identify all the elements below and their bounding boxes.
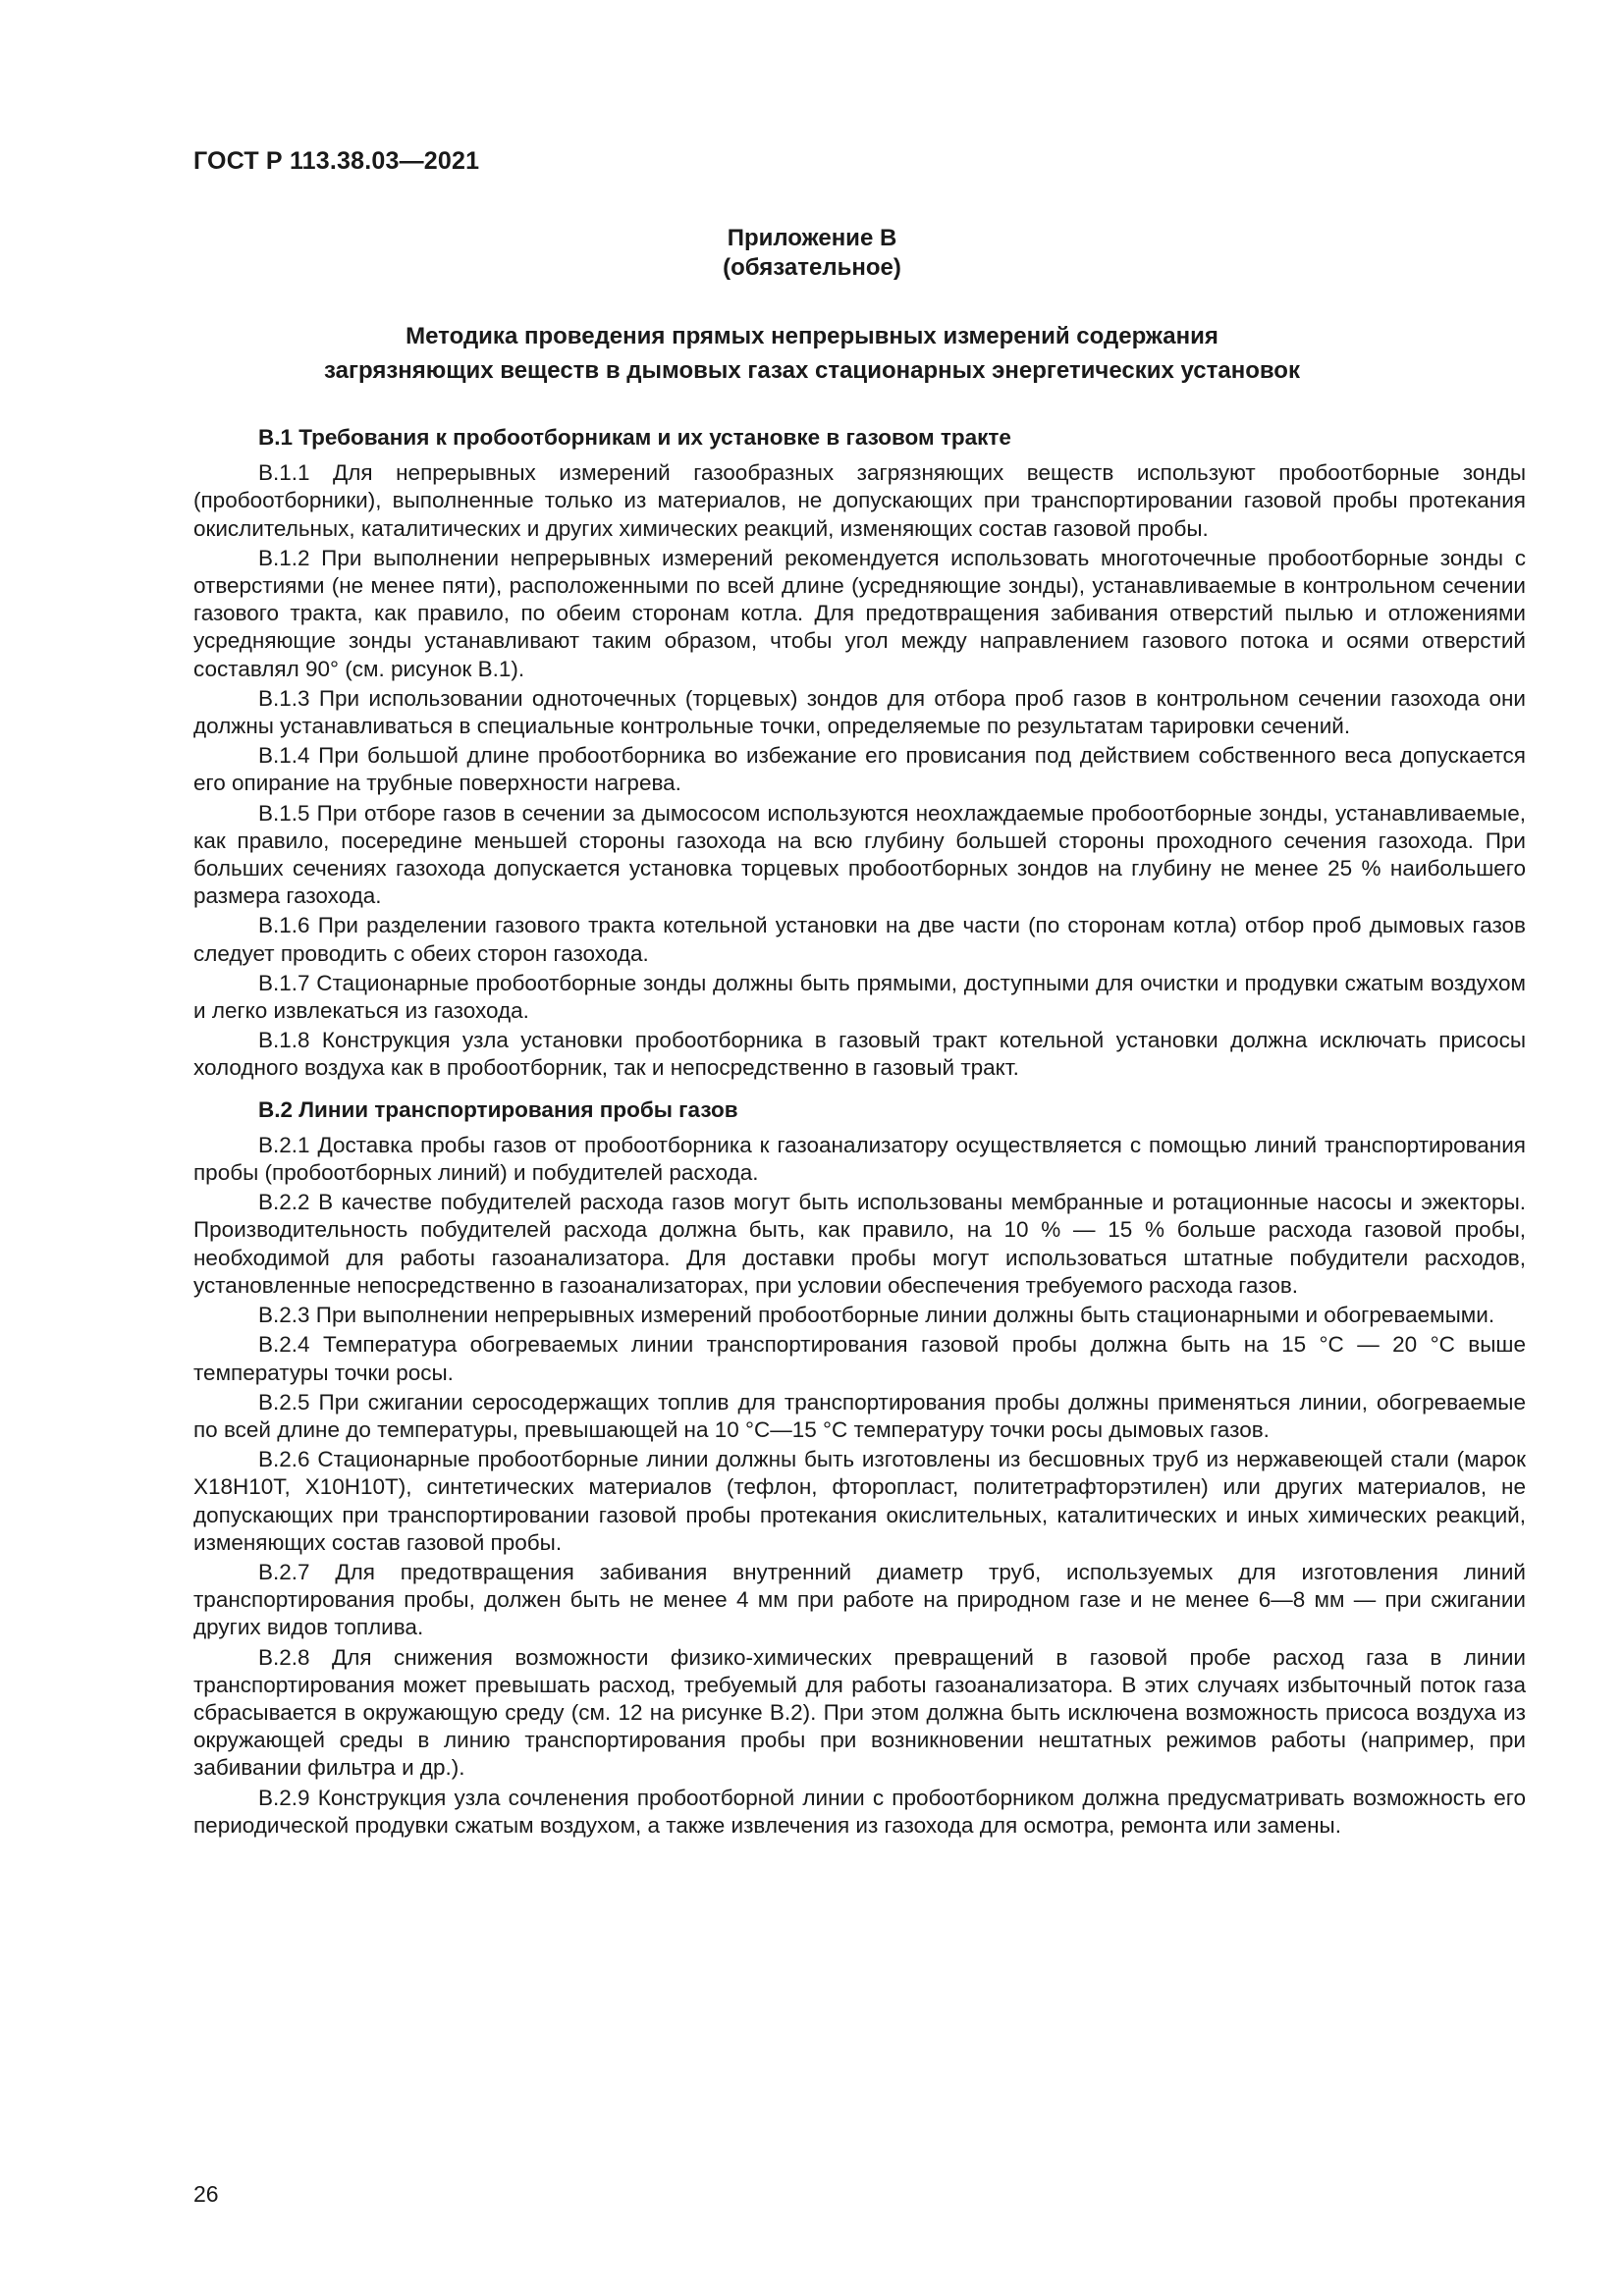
appendix-title <box>0 319 1624 388</box>
section-heading-b2: В.2 Линии транспортирования пробы газов <box>258 1096 738 1122</box>
appendix-heading <box>0 224 1624 283</box>
appendix-title-line-2: загрязняющих веществ в дымовых газах стационарных энергетических установок <box>324 357 1300 384</box>
paragraph-b-2-6: В.2.6 Стационарные пробоотборные линии должны быть изготовлены из бесшовных труб из нержавеющей стали (марок Х18Н10Т, Х10Н10Т), синтетических материалов (тефлон, фторопласт, политетрафторэтилен) или других материалов, не допускающих при транспортировании газовой пробы протекания окислительных, каталитических и иных химических реакций, изменяющих состав газовой пробы. <box>193 1447 1526 1555</box>
paragraph-b-2-4: В.2.4 Температура обогреваемых линии транспортирования газовой пробы должна быть на 15 °С — 20 °С выше температуры точки росы. <box>193 1332 1526 1385</box>
appendix-title-line-1: Методика проведения прямых непрерывных измерений содержания <box>406 323 1218 349</box>
paragraph-b-2-5: В.2.5 При сжигании серосодержащих топлив для транспортирования пробы должны применяться линии, обогреваемые по всей длине до температуры, превышающей на 10 °С—15 °С температуру точки росы дымовых газов. <box>193 1389 1526 1442</box>
appendix-status: (обязательное) <box>723 254 901 281</box>
section-heading-b1: В.1 Требования к пробоотборникам и их установке в газовом тракте <box>258 425 1011 450</box>
paragraph-b-1-7: В.1.7 Стационарные пробоотборные зонды должны быть прямыми, доступными для очистки и продувки сжатым воздухом и легко извлекаться из газохода. <box>193 970 1526 1024</box>
paragraph-b-1-6: В.1.6 При разделении газового тракта котельной установки на две части (по сторонам котла) отбор проб дымовых газов следует проводить с обеих сторон газохода. <box>193 913 1526 966</box>
appendix-label: Приложение В <box>727 225 897 251</box>
paragraph-b-2-9: В.2.9 Конструкция узла сочленения пробоотборной линии с пробоотборником должна предусматривать возможность его периодической продувки сжатым воздухом, а также извлечения из газохода для осмотра, ремонта или замены. <box>193 1785 1526 1838</box>
paragraph-b-1-8: В.1.8 Конструкция узла установки пробоотборника в газовый тракт котельной установки должна исключать присосы холодного воздуха как в пробоотборник, так и непосредственно в газовый тракт. <box>193 1028 1526 1081</box>
paragraph-b-1-4: В.1.4 При большой длине пробоотборника во избежание его провисания под действием собственного веса допускается его опирание на трубные поверхности нагрева. <box>193 743 1526 796</box>
paragraph-b-1-5: В.1.5 При отборе газов в сечении за дымососом используются неохлаждаемые пробоотборные зонды, устанавливаемые, как правило, посередине меньшей стороны газохода на всю глубину большей стороны проходного сечения газохода. При больших сечениях газохода допускается установка торцевых пробоотборных зондов на глубину не менее 25 % наибольшего размера газохода. <box>193 800 1526 909</box>
paragraph-b-1-3: В.1.3 При использовании одноточечных (торцевых) зондов для отбора проб газов в контрольном сечении газохода они должны устанавливаться в специальные контрольные точки, определяемые по результатам тарировки сечений. <box>193 685 1526 739</box>
paragraph-b-2-2: В.2.2 В качестве побудителей расхода газов могут быть использованы мембранные и ротационные насосы и эжекторы. Производительность побудителей расхода должна быть, как правило, на 10 % — 15 % больше расхода газовой пробы, необходимой для работы газоанализатора. Для доставки пробы могут использоваться штатные побудители расходов, установленные непосредственно в газоанализаторах, при условии обеспечения требуемого расхода газов. <box>193 1190 1526 1298</box>
paragraph-b-2-7: В.2.7 Для предотвращения забивания внутренний диаметр труб, используемых для изготовления линий транспортирования пробы, должен быть не менее 4 мм при работе на природном газе и не менее 6—8 мм — при сжигании других видов топлива. <box>193 1559 1526 1640</box>
document-id-header: ГОСТ Р 113.38.03—2021 <box>193 147 480 175</box>
paragraph-b-1-1: В.1.1 Для непрерывных измерений газообразных загрязняющих веществ используют пробоотборные зонды (пробоотборники), выполненные только из материалов, не допускающих при транспортировании газовой пробы протекания окислительных, каталитических и других химических реакций, изменяющих состав газовой пробы. <box>193 460 1526 541</box>
paragraph-b-2-3: В.2.3 При выполнении непрерывных измерений пробоотборные линии должны быть стационарными и обогреваемыми. <box>258 1303 1495 1328</box>
paragraph-b-2-8: В.2.8 Для снижения возможности физико-химических превращений в газовой пробе расход газа в линии транспортирования может превышать расход, требуемый для работы газоанализатора. В этих случаях избыточный поток газа сбрасывается в окружающую среду (см. 12 на рисунке В.2). При этом должна быть исключена возможность присоса воздуха из окружающей среды в линию транспортирования пробы при возникновении нештатных режимов работы (например, при забивании фильтра и др.). <box>193 1644 1526 1781</box>
paragraph-b-2-1: В.2.1 Доставка пробы газов от пробоотборника к газоанализатору осуществляется с помощью линий транспортирования пробы (пробоотборных линий) и побудителей расхода. <box>193 1132 1526 1186</box>
page-number: 26 <box>193 2181 219 2207</box>
paragraph-b-1-2: В.1.2 При выполнении непрерывных измерений рекомендуется использовать многоточечные пробоотборные зонды с отверстиями (не менее пяти), расположенными по всей длине (усредняющие зонды), устанавливаемые в контрольном сечении газового тракта, как правило, по обеим сторонам котла. Для предотвращения забивания отверстий пылью и отложениями усредняющие зонды устанавливают таким образом, чтобы угол между направлением газового потока и осями отверстий составлял 90° (см. рисунок В.1). <box>193 545 1526 681</box>
document-body <box>193 424 1526 1842</box>
